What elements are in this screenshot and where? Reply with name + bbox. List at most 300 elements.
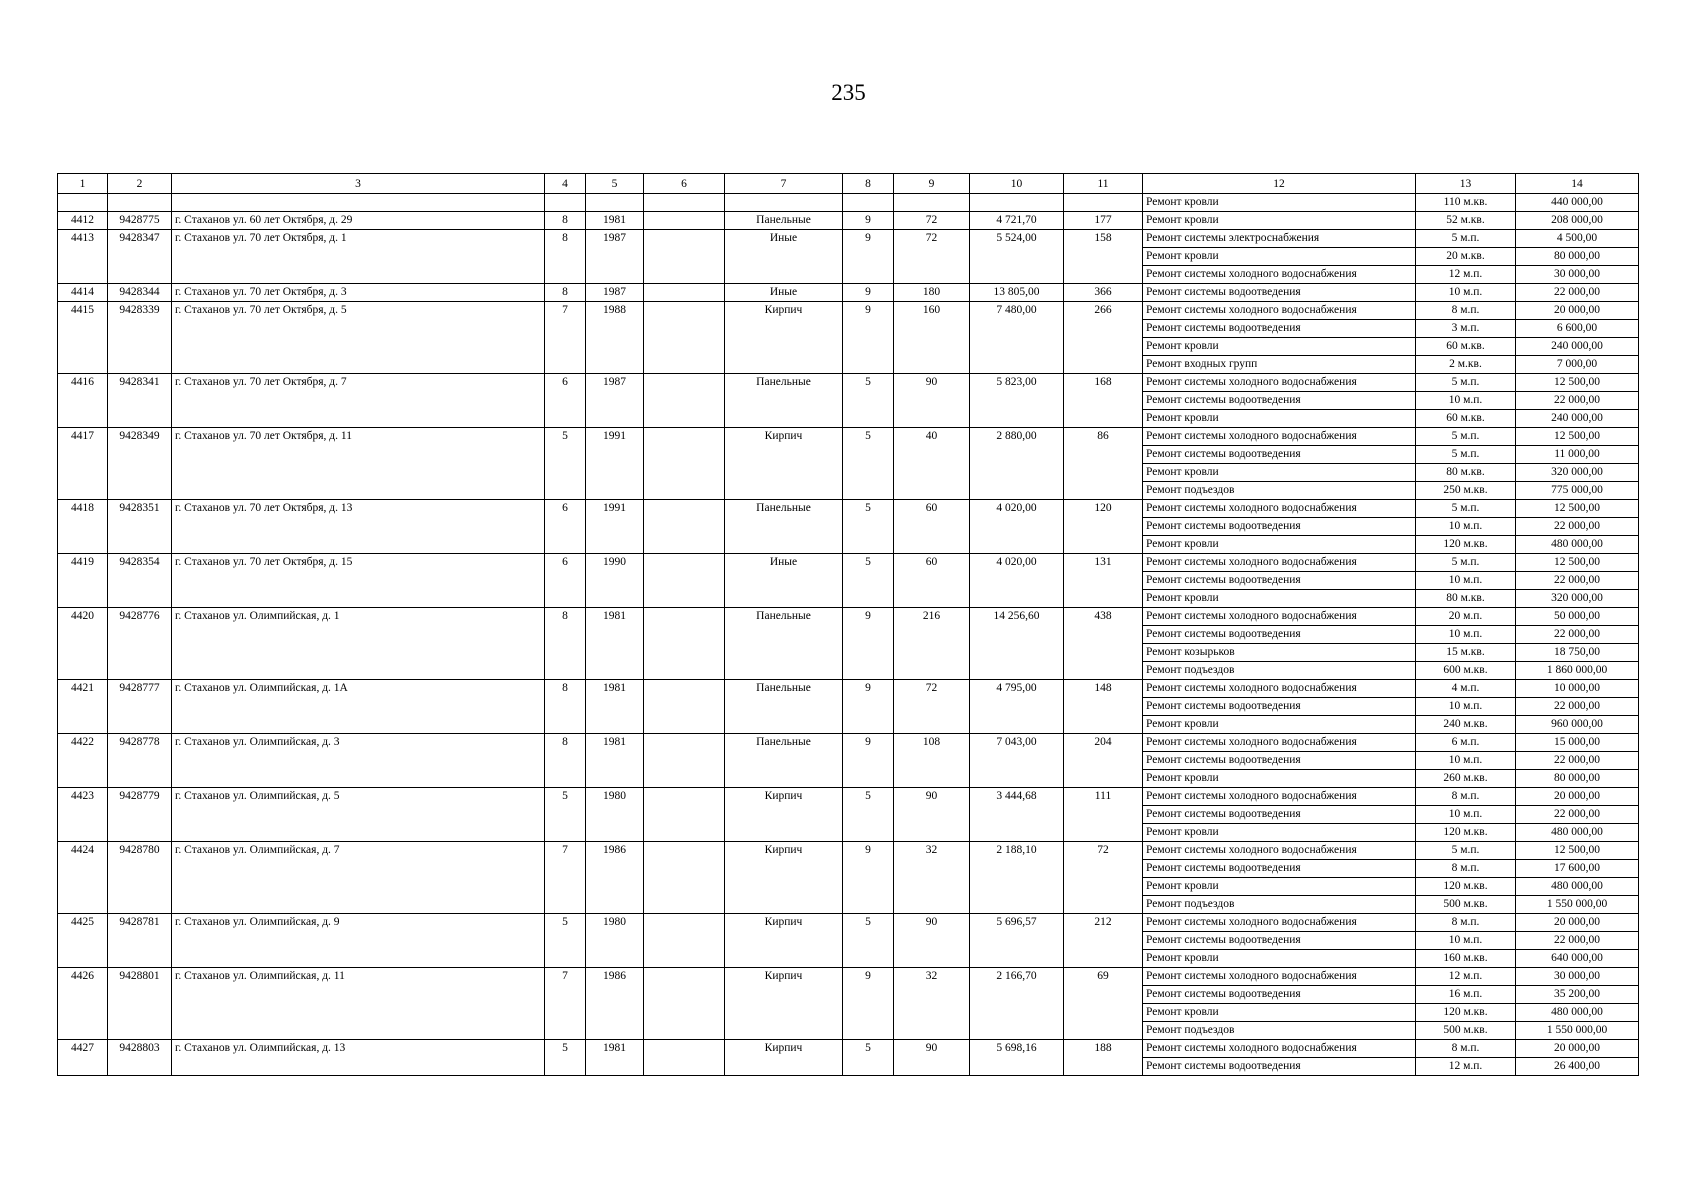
column-11-cell: 111 xyxy=(1064,788,1143,842)
work-type-cell: Ремонт подъездов xyxy=(1143,662,1416,680)
empty-cell xyxy=(894,194,970,212)
work-type-cell: Ремонт кровли xyxy=(1143,950,1416,968)
column-11-cell: 120 xyxy=(1064,500,1143,554)
work-cost-cell: 30 000,00 xyxy=(1516,968,1639,986)
record-number-cell: 4427 xyxy=(58,1040,108,1076)
area-cell: 4 020,00 xyxy=(970,554,1064,608)
work-volume-cell: 240 м.кв. xyxy=(1416,716,1516,734)
house-code-cell: 9428349 xyxy=(108,428,172,500)
work-type-cell: Ремонт системы холодного водоснабжения xyxy=(1143,374,1416,392)
housing-repair-table xyxy=(57,173,1639,1076)
work-type-cell: Ремонт системы холодного водоснабжения xyxy=(1143,734,1416,752)
house-code-cell: 9428781 xyxy=(108,914,172,968)
column-9-cell: 108 xyxy=(894,734,970,788)
column-9-cell: 216 xyxy=(894,608,970,680)
column-header: 14 xyxy=(1516,174,1639,194)
address-cell: г. Стаханов ул. Олимпийская, д. 7 xyxy=(172,842,545,914)
work-type-cell: Ремонт системы холодного водоснабжения xyxy=(1143,266,1416,284)
column-9-cell: 60 xyxy=(894,554,970,608)
wall-material-cell: Панельные xyxy=(725,212,843,230)
work-type-cell: Ремонт системы холодного водоснабжения xyxy=(1143,842,1416,860)
work-volume-cell: 120 м.кв. xyxy=(1416,1004,1516,1022)
work-type-cell: Ремонт системы холодного водоснабжения xyxy=(1143,500,1416,518)
record-number-cell: 4425 xyxy=(58,914,108,968)
work-volume-cell: 10 м.п. xyxy=(1416,752,1516,770)
column-header: 7 xyxy=(725,174,843,194)
address-cell: г. Стаханов ул. 70 лет Октября, д. 1 xyxy=(172,230,545,284)
floors-cell: 9 xyxy=(843,212,894,230)
record-number-cell: 4418 xyxy=(58,500,108,554)
work-cost-cell: 22 000,00 xyxy=(1516,752,1639,770)
area-cell: 4 721,70 xyxy=(970,212,1064,230)
wall-material-cell: Панельные xyxy=(725,374,843,428)
table-header xyxy=(58,174,1639,194)
work-type-cell: Ремонт системы водоотведения xyxy=(1143,572,1416,590)
column-11-cell: 86 xyxy=(1064,428,1143,500)
work-cost-cell: 320 000,00 xyxy=(1516,464,1639,482)
address-cell: г. Стаханов ул. Олимпийская, д. 1А xyxy=(172,680,545,734)
wall-material-cell: Кирпич xyxy=(725,1040,843,1076)
column-4-cell: 7 xyxy=(545,842,586,914)
column-9-cell: 180 xyxy=(894,284,970,302)
work-type-cell: Ремонт кровли xyxy=(1143,590,1416,608)
column-6-cell xyxy=(644,284,725,302)
work-volume-cell: 5 м.п. xyxy=(1416,554,1516,572)
area-cell: 7 480,00 xyxy=(970,302,1064,374)
address-cell: г. Стаханов ул. 70 лет Октября, д. 15 xyxy=(172,554,545,608)
work-type-cell: Ремонт системы водоотведения xyxy=(1143,698,1416,716)
house-code-cell: 9428344 xyxy=(108,284,172,302)
year-cell: 1981 xyxy=(586,680,644,734)
column-11-cell: 69 xyxy=(1064,968,1143,1040)
work-type-cell: Ремонт системы водоотведения xyxy=(1143,392,1416,410)
work-cost-cell: 480 000,00 xyxy=(1516,824,1639,842)
table-row xyxy=(58,734,1639,752)
house-code-cell: 9428779 xyxy=(108,788,172,842)
work-volume-cell: 5 м.п. xyxy=(1416,446,1516,464)
work-type-cell: Ремонт подъездов xyxy=(1143,896,1416,914)
column-11-cell: 148 xyxy=(1064,680,1143,734)
area-cell: 4 020,00 xyxy=(970,500,1064,554)
work-cost-cell: 22 000,00 xyxy=(1516,698,1639,716)
table-row xyxy=(58,194,1639,212)
work-cost-cell: 12 500,00 xyxy=(1516,500,1639,518)
year-cell: 1987 xyxy=(586,230,644,284)
table-row xyxy=(58,230,1639,248)
table-row xyxy=(58,968,1639,986)
empty-cell xyxy=(644,194,725,212)
year-cell: 1980 xyxy=(586,788,644,842)
year-cell: 1986 xyxy=(586,968,644,1040)
column-6-cell xyxy=(644,680,725,734)
column-6-cell xyxy=(644,788,725,842)
table-row xyxy=(58,788,1639,806)
wall-material-cell: Панельные xyxy=(725,500,843,554)
floors-cell: 5 xyxy=(843,788,894,842)
address-cell: г. Стаханов ул. 70 лет Октября, д. 13 xyxy=(172,500,545,554)
work-volume-cell: 10 м.п. xyxy=(1416,284,1516,302)
address-cell: г. Стаханов ул. 70 лет Октября, д. 5 xyxy=(172,302,545,374)
work-type-cell: Ремонт системы холодного водоснабжения xyxy=(1143,1040,1416,1058)
year-cell: 1990 xyxy=(586,554,644,608)
address-cell: г. Стаханов ул. 70 лет Октября, д. 11 xyxy=(172,428,545,500)
record-number-cell: 4421 xyxy=(58,680,108,734)
work-volume-cell: 52 м.кв. xyxy=(1416,212,1516,230)
work-cost-cell: 7 000,00 xyxy=(1516,356,1639,374)
column-header: 12 xyxy=(1143,174,1416,194)
work-type-cell: Ремонт системы холодного водоснабжения xyxy=(1143,554,1416,572)
work-cost-cell: 12 500,00 xyxy=(1516,428,1639,446)
column-9-cell: 40 xyxy=(894,428,970,500)
work-cost-cell: 20 000,00 xyxy=(1516,788,1639,806)
work-cost-cell: 22 000,00 xyxy=(1516,932,1639,950)
work-cost-cell: 80 000,00 xyxy=(1516,248,1639,266)
work-type-cell: Ремонт системы водоотведения xyxy=(1143,446,1416,464)
work-cost-cell: 22 000,00 xyxy=(1516,626,1639,644)
column-6-cell xyxy=(644,212,725,230)
address-cell: г. Стаханов ул. 60 лет Октября, д. 29 xyxy=(172,212,545,230)
table-row xyxy=(58,428,1639,446)
work-volume-cell: 60 м.кв. xyxy=(1416,338,1516,356)
column-6-cell xyxy=(644,302,725,374)
work-volume-cell: 5 м.п. xyxy=(1416,842,1516,860)
column-4-cell: 5 xyxy=(545,914,586,968)
work-cost-cell: 30 000,00 xyxy=(1516,266,1639,284)
work-volume-cell: 15 м.кв. xyxy=(1416,644,1516,662)
year-cell: 1981 xyxy=(586,212,644,230)
work-volume-cell: 250 м.кв. xyxy=(1416,482,1516,500)
wall-material-cell: Кирпич xyxy=(725,914,843,968)
work-type-cell: Ремонт системы холодного водоснабжения xyxy=(1143,968,1416,986)
work-cost-cell: 6 600,00 xyxy=(1516,320,1639,338)
address-cell: г. Стаханов ул. Олимпийская, д. 5 xyxy=(172,788,545,842)
table-row xyxy=(58,914,1639,932)
work-cost-cell: 640 000,00 xyxy=(1516,950,1639,968)
column-4-cell: 5 xyxy=(545,1040,586,1076)
address-cell: г. Стаханов ул. 70 лет Октября, д. 3 xyxy=(172,284,545,302)
year-cell: 1991 xyxy=(586,500,644,554)
wall-material-cell: Кирпич xyxy=(725,428,843,500)
work-volume-cell: 8 м.п. xyxy=(1416,914,1516,932)
area-cell: 5 524,00 xyxy=(970,230,1064,284)
column-6-cell xyxy=(644,1040,725,1076)
work-cost-cell: 12 500,00 xyxy=(1516,374,1639,392)
work-type-cell: Ремонт кровли xyxy=(1143,824,1416,842)
wall-material-cell: Панельные xyxy=(725,680,843,734)
house-code-cell: 9428775 xyxy=(108,212,172,230)
floors-cell: 5 xyxy=(843,500,894,554)
empty-cell xyxy=(970,194,1064,212)
record-number-cell: 4414 xyxy=(58,284,108,302)
work-cost-cell: 20 000,00 xyxy=(1516,914,1639,932)
column-11-cell: 177 xyxy=(1064,212,1143,230)
work-cost-cell: 50 000,00 xyxy=(1516,608,1639,626)
column-11-cell: 204 xyxy=(1064,734,1143,788)
column-9-cell: 32 xyxy=(894,968,970,1040)
work-volume-cell: 20 м.п. xyxy=(1416,608,1516,626)
year-cell: 1988 xyxy=(586,302,644,374)
work-volume-cell: 12 м.п. xyxy=(1416,266,1516,284)
work-cost-cell: 240 000,00 xyxy=(1516,338,1639,356)
record-number-cell: 4424 xyxy=(58,842,108,914)
column-6-cell xyxy=(644,374,725,428)
work-type-cell: Ремонт системы водоотведения xyxy=(1143,626,1416,644)
work-type-cell: Ремонт системы водоотведения xyxy=(1143,284,1416,302)
column-header: 1 xyxy=(58,174,108,194)
work-cost-cell: 12 500,00 xyxy=(1516,554,1639,572)
wall-material-cell: Кирпич xyxy=(725,302,843,374)
work-cost-cell: 22 000,00 xyxy=(1516,572,1639,590)
floors-cell: 5 xyxy=(843,914,894,968)
work-cost-cell: 440 000,00 xyxy=(1516,194,1639,212)
floors-cell: 5 xyxy=(843,428,894,500)
work-type-cell: Ремонт системы водоотведения xyxy=(1143,932,1416,950)
work-type-cell: Ремонт системы водоотведения xyxy=(1143,986,1416,1004)
column-header: 2 xyxy=(108,174,172,194)
table-row xyxy=(58,842,1639,860)
address-cell: г. Стаханов ул. Олимпийская, д. 11 xyxy=(172,968,545,1040)
column-4-cell: 6 xyxy=(545,554,586,608)
house-code-cell: 9428780 xyxy=(108,842,172,914)
floors-cell: 9 xyxy=(843,968,894,1040)
record-number-cell: 4422 xyxy=(58,734,108,788)
table-row xyxy=(58,500,1639,518)
column-11-cell: 131 xyxy=(1064,554,1143,608)
column-4-cell: 8 xyxy=(545,734,586,788)
work-type-cell: Ремонт системы водоотведения xyxy=(1143,860,1416,878)
column-header: 3 xyxy=(172,174,545,194)
wall-material-cell: Иные xyxy=(725,284,843,302)
floors-cell: 9 xyxy=(843,302,894,374)
column-9-cell: 90 xyxy=(894,1040,970,1076)
empty-cell xyxy=(843,194,894,212)
empty-cell xyxy=(58,194,108,212)
work-cost-cell: 22 000,00 xyxy=(1516,518,1639,536)
column-4-cell: 6 xyxy=(545,500,586,554)
work-cost-cell: 240 000,00 xyxy=(1516,410,1639,428)
record-number-cell: 4415 xyxy=(58,302,108,374)
column-4-cell: 8 xyxy=(545,212,586,230)
table-row xyxy=(58,374,1639,392)
area-cell: 2 188,10 xyxy=(970,842,1064,914)
column-6-cell xyxy=(644,842,725,914)
wall-material-cell: Кирпич xyxy=(725,968,843,1040)
table-row xyxy=(58,284,1639,302)
work-type-cell: Ремонт системы холодного водоснабжения xyxy=(1143,914,1416,932)
work-type-cell: Ремонт системы электроснабжения xyxy=(1143,230,1416,248)
work-volume-cell: 120 м.кв. xyxy=(1416,536,1516,554)
record-number-cell: 4419 xyxy=(58,554,108,608)
table-row xyxy=(58,1040,1639,1058)
work-cost-cell: 22 000,00 xyxy=(1516,806,1639,824)
work-type-cell: Ремонт системы водоотведения xyxy=(1143,320,1416,338)
record-number-cell: 4417 xyxy=(58,428,108,500)
work-volume-cell: 5 м.п. xyxy=(1416,374,1516,392)
year-cell: 1991 xyxy=(586,428,644,500)
column-4-cell: 7 xyxy=(545,302,586,374)
work-type-cell: Ремонт системы водоотведения xyxy=(1143,1058,1416,1076)
work-type-cell: Ремонт системы водоотведения xyxy=(1143,806,1416,824)
work-volume-cell: 10 м.п. xyxy=(1416,518,1516,536)
work-volume-cell: 110 м.кв. xyxy=(1416,194,1516,212)
work-cost-cell: 12 500,00 xyxy=(1516,842,1639,860)
record-number-cell: 4416 xyxy=(58,374,108,428)
work-volume-cell: 10 м.п. xyxy=(1416,932,1516,950)
area-cell: 5 696,57 xyxy=(970,914,1064,968)
wall-material-cell: Кирпич xyxy=(725,842,843,914)
year-cell: 1981 xyxy=(586,1040,644,1076)
column-11-cell: 168 xyxy=(1064,374,1143,428)
work-type-cell: Ремонт кровли xyxy=(1143,464,1416,482)
work-type-cell: Ремонт входных групп xyxy=(1143,356,1416,374)
house-code-cell: 9428778 xyxy=(108,734,172,788)
work-cost-cell: 480 000,00 xyxy=(1516,1004,1639,1022)
column-header: 5 xyxy=(586,174,644,194)
wall-material-cell: Кирпич xyxy=(725,788,843,842)
house-code-cell: 9428776 xyxy=(108,608,172,680)
work-volume-cell: 4 м.п. xyxy=(1416,680,1516,698)
column-header: 4 xyxy=(545,174,586,194)
column-11-cell: 438 xyxy=(1064,608,1143,680)
empty-cell xyxy=(586,194,644,212)
work-type-cell: Ремонт козырьков xyxy=(1143,644,1416,662)
work-type-cell: Ремонт системы холодного водоснабжения xyxy=(1143,680,1416,698)
column-9-cell: 160 xyxy=(894,302,970,374)
column-11-cell: 72 xyxy=(1064,842,1143,914)
table-row xyxy=(58,680,1639,698)
work-volume-cell: 10 м.п. xyxy=(1416,572,1516,590)
address-cell: г. Стаханов ул. Олимпийская, д. 1 xyxy=(172,608,545,680)
work-volume-cell: 8 м.п. xyxy=(1416,302,1516,320)
column-9-cell: 90 xyxy=(894,914,970,968)
work-volume-cell: 80 м.кв. xyxy=(1416,464,1516,482)
floors-cell: 9 xyxy=(843,230,894,284)
year-cell: 1981 xyxy=(586,608,644,680)
empty-cell xyxy=(108,194,172,212)
column-4-cell: 6 xyxy=(545,374,586,428)
work-volume-cell: 12 м.п. xyxy=(1416,968,1516,986)
floors-cell: 5 xyxy=(843,554,894,608)
work-cost-cell: 10 000,00 xyxy=(1516,680,1639,698)
work-cost-cell: 480 000,00 xyxy=(1516,536,1639,554)
floors-cell: 9 xyxy=(843,608,894,680)
column-header: 6 xyxy=(644,174,725,194)
address-cell: г. Стаханов ул. Олимпийская, д. 3 xyxy=(172,734,545,788)
house-code-cell: 9428347 xyxy=(108,230,172,284)
record-number-cell: 4412 xyxy=(58,212,108,230)
table-row xyxy=(58,554,1639,572)
column-4-cell: 5 xyxy=(545,788,586,842)
table-row xyxy=(58,302,1639,320)
column-11-cell: 366 xyxy=(1064,284,1143,302)
column-4-cell: 7 xyxy=(545,968,586,1040)
empty-cell xyxy=(1064,194,1143,212)
house-code-cell: 9428339 xyxy=(108,302,172,374)
column-6-cell xyxy=(644,428,725,500)
column-4-cell: 5 xyxy=(545,428,586,500)
work-cost-cell: 80 000,00 xyxy=(1516,770,1639,788)
wall-material-cell: Иные xyxy=(725,554,843,608)
work-type-cell: Ремонт системы холодного водоснабжения xyxy=(1143,608,1416,626)
work-volume-cell: 12 м.п. xyxy=(1416,1058,1516,1076)
work-volume-cell: 500 м.кв. xyxy=(1416,1022,1516,1040)
work-volume-cell: 8 м.п. xyxy=(1416,788,1516,806)
house-code-cell: 9428803 xyxy=(108,1040,172,1076)
work-volume-cell: 8 м.п. xyxy=(1416,1040,1516,1058)
work-cost-cell: 1 860 000,00 xyxy=(1516,662,1639,680)
work-cost-cell: 22 000,00 xyxy=(1516,392,1639,410)
work-cost-cell: 35 200,00 xyxy=(1516,986,1639,1004)
work-cost-cell: 208 000,00 xyxy=(1516,212,1639,230)
house-code-cell: 9428341 xyxy=(108,374,172,428)
record-number-cell: 4413 xyxy=(58,230,108,284)
year-cell: 1986 xyxy=(586,842,644,914)
work-volume-cell: 160 м.кв. xyxy=(1416,950,1516,968)
record-number-cell: 4423 xyxy=(58,788,108,842)
area-cell: 2 166,70 xyxy=(970,968,1064,1040)
work-volume-cell: 10 м.п. xyxy=(1416,626,1516,644)
work-type-cell: Ремонт кровли xyxy=(1143,410,1416,428)
column-header: 13 xyxy=(1416,174,1516,194)
floors-cell: 9 xyxy=(843,680,894,734)
header-row xyxy=(58,174,1639,194)
column-4-cell: 8 xyxy=(545,680,586,734)
work-type-cell: Ремонт кровли xyxy=(1143,716,1416,734)
page-number: 235 xyxy=(831,80,866,105)
record-number-cell: 4426 xyxy=(58,968,108,1040)
area-cell: 5 823,00 xyxy=(970,374,1064,428)
house-code-cell: 9428801 xyxy=(108,968,172,1040)
column-9-cell: 72 xyxy=(894,230,970,284)
work-volume-cell: 60 м.кв. xyxy=(1416,410,1516,428)
column-6-cell xyxy=(644,500,725,554)
column-header: 11 xyxy=(1064,174,1143,194)
work-cost-cell: 320 000,00 xyxy=(1516,590,1639,608)
area-cell: 3 444,68 xyxy=(970,788,1064,842)
work-cost-cell: 775 000,00 xyxy=(1516,482,1639,500)
work-volume-cell: 120 м.кв. xyxy=(1416,824,1516,842)
record-number-cell: 4420 xyxy=(58,608,108,680)
empty-cell xyxy=(545,194,586,212)
wall-material-cell: Панельные xyxy=(725,608,843,680)
area-cell: 14 256,60 xyxy=(970,608,1064,680)
work-cost-cell: 15 000,00 xyxy=(1516,734,1639,752)
work-type-cell: Ремонт системы холодного водоснабжения xyxy=(1143,302,1416,320)
column-header: 9 xyxy=(894,174,970,194)
year-cell: 1987 xyxy=(586,374,644,428)
work-type-cell: Ремонт кровли xyxy=(1143,248,1416,266)
floors-cell: 5 xyxy=(843,1040,894,1076)
work-volume-cell: 80 м.кв. xyxy=(1416,590,1516,608)
column-4-cell: 8 xyxy=(545,230,586,284)
column-9-cell: 32 xyxy=(894,842,970,914)
column-header: 10 xyxy=(970,174,1064,194)
work-volume-cell: 500 м.кв. xyxy=(1416,896,1516,914)
floors-cell: 9 xyxy=(843,284,894,302)
work-volume-cell: 10 м.п. xyxy=(1416,698,1516,716)
work-volume-cell: 6 м.п. xyxy=(1416,734,1516,752)
work-type-cell: Ремонт подъездов xyxy=(1143,482,1416,500)
work-type-cell: Ремонт кровли xyxy=(1143,536,1416,554)
column-4-cell: 8 xyxy=(545,284,586,302)
work-volume-cell: 260 м.кв. xyxy=(1416,770,1516,788)
empty-cell xyxy=(172,194,545,212)
work-volume-cell: 600 м.кв. xyxy=(1416,662,1516,680)
work-type-cell: Ремонт системы холодного водоснабжения xyxy=(1143,428,1416,446)
work-volume-cell: 5 м.п. xyxy=(1416,230,1516,248)
year-cell: 1987 xyxy=(586,284,644,302)
table-row xyxy=(58,212,1639,230)
